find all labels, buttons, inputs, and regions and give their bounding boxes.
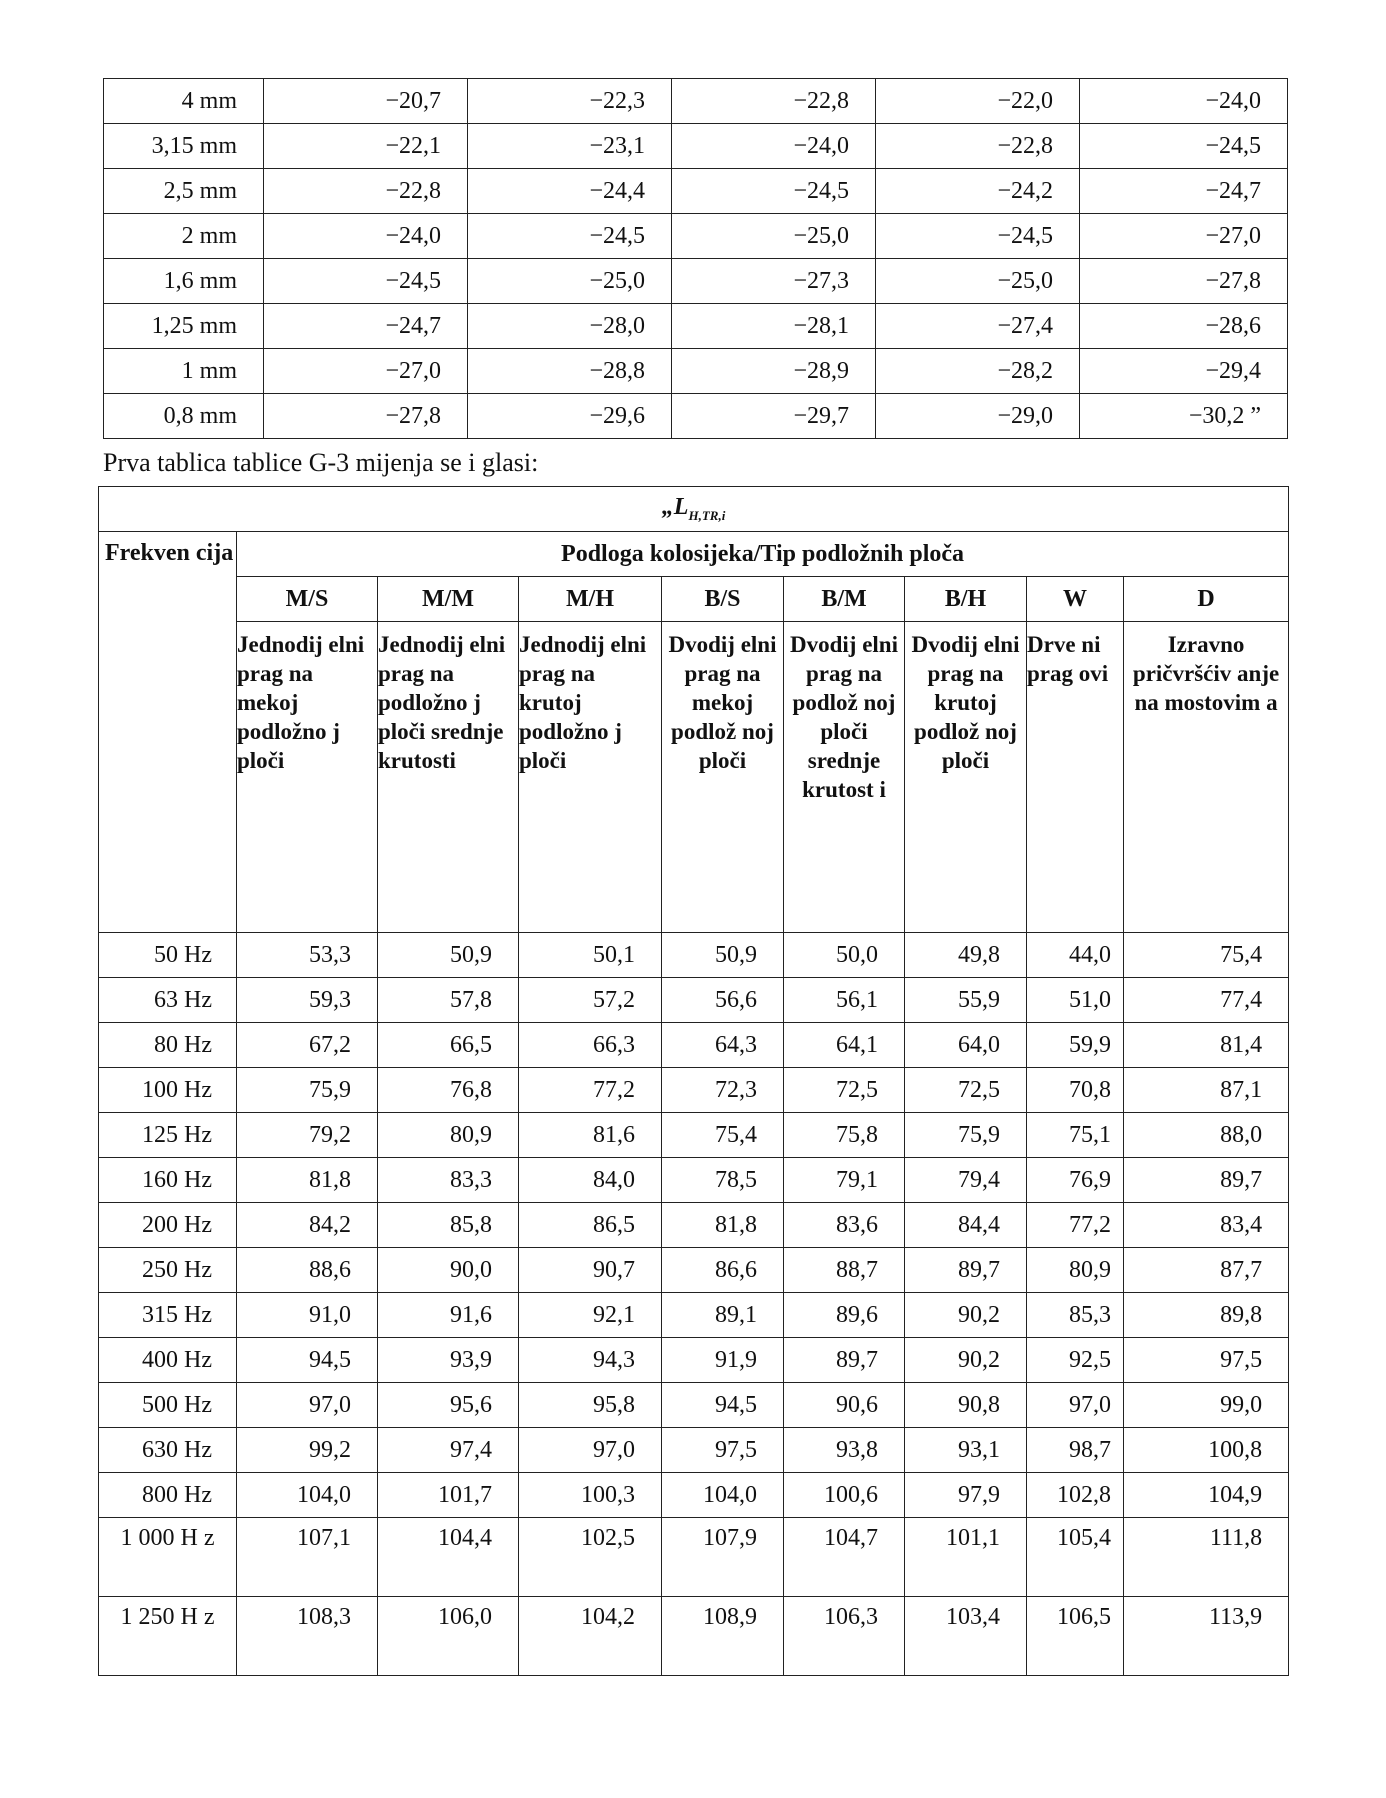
frequency-label: 1 000 H z (99, 1518, 237, 1597)
table-cell: 103,4 (905, 1597, 1027, 1676)
type-description: Drve ni prag ovi (1027, 622, 1124, 933)
table-cell: 101,7 (378, 1473, 519, 1518)
table-cell: 81,8 (237, 1158, 378, 1203)
table-cell: −22,3 (468, 79, 672, 124)
table-cell: 93,9 (378, 1338, 519, 1383)
type-header: M/H (519, 577, 662, 622)
table-cell: 59,9 (1027, 1023, 1124, 1068)
table-row (104, 349, 1288, 394)
table-cell: 99,2 (237, 1428, 378, 1473)
table-cell: 97,9 (905, 1473, 1027, 1518)
table-cell: 108,9 (662, 1597, 784, 1676)
table-cell: 100,3 (519, 1473, 662, 1518)
table-cell: 104,0 (662, 1473, 784, 1518)
type-header: M/S (237, 577, 378, 622)
table-cell: 90,8 (905, 1383, 1027, 1428)
type-header: W (1027, 577, 1124, 622)
table-cell: 94,5 (662, 1383, 784, 1428)
table-cell: 49,8 (905, 933, 1027, 978)
table-cell: 50,0 (784, 933, 905, 978)
frequency-label: 50 Hz (99, 933, 237, 978)
table-cell: 104,4 (378, 1518, 519, 1597)
table-cell: 84,4 (905, 1203, 1027, 1248)
table-cell: 111,8 (1124, 1518, 1289, 1597)
table-cell: 75,9 (905, 1113, 1027, 1158)
table-cell: 79,1 (784, 1158, 905, 1203)
table-cell: −24,5 (672, 169, 876, 214)
table-cell: −22,0 (876, 79, 1080, 124)
table-row (99, 1113, 1289, 1158)
table-cell: 89,1 (662, 1293, 784, 1338)
table-cell: −29,0 (876, 394, 1080, 439)
table-cell: 104,0 (237, 1473, 378, 1518)
table-row (104, 304, 1288, 349)
table-cell: 81,6 (519, 1113, 662, 1158)
row-label: 1 mm (104, 349, 264, 394)
table-row (99, 1068, 1289, 1113)
type-description: Jednodij elni prag na mekoj podložno j ploči (237, 622, 378, 933)
table-cell: −28,1 (672, 304, 876, 349)
table-cell: −27,0 (264, 349, 468, 394)
table-cell: 66,3 (519, 1023, 662, 1068)
table-cell: −25,0 (672, 214, 876, 259)
table-cell: 89,8 (1124, 1293, 1289, 1338)
table-caption: Prva tablica tablice G-3 mijenja se i glasi: (103, 448, 539, 477)
table-cell: 92,1 (519, 1293, 662, 1338)
table-cell: 90,2 (905, 1293, 1027, 1338)
table-cell: 88,0 (1124, 1113, 1289, 1158)
table-cell: 83,3 (378, 1158, 519, 1203)
table-cell: 75,8 (784, 1113, 905, 1158)
table-cell: 94,5 (237, 1338, 378, 1383)
table-cell: 95,6 (378, 1383, 519, 1428)
table-cell: 59,3 (237, 978, 378, 1023)
table-cell: 70,8 (1027, 1068, 1124, 1113)
table-cell: 113,9 (1124, 1597, 1289, 1676)
row-label: 3,15 mm (104, 124, 264, 169)
table-cell: 50,9 (662, 933, 784, 978)
frequency-label: 315 Hz (99, 1293, 237, 1338)
table-cell: 66,5 (378, 1023, 519, 1068)
table-cell: −22,8 (876, 124, 1080, 169)
table-cell: 89,7 (1124, 1158, 1289, 1203)
table-cell: 64,1 (784, 1023, 905, 1068)
table-cell: 78,5 (662, 1158, 784, 1203)
table-cell: 89,6 (784, 1293, 905, 1338)
table-row (99, 1428, 1289, 1473)
table-cell: 83,4 (1124, 1203, 1289, 1248)
table-cell: 75,9 (237, 1068, 378, 1113)
table-cell: 94,3 (519, 1338, 662, 1383)
table-cell: −30,2 ” (1080, 394, 1288, 439)
table-row (99, 1383, 1289, 1428)
table-row (104, 169, 1288, 214)
table-cell: −24,5 (876, 214, 1080, 259)
table-cell: 56,6 (662, 978, 784, 1023)
table-cell: −20,7 (264, 79, 468, 124)
table-row (104, 394, 1288, 439)
table-cell: −23,1 (468, 124, 672, 169)
table-cell: −24,2 (876, 169, 1080, 214)
table-cell: 90,6 (784, 1383, 905, 1428)
table-cell: 50,9 (378, 933, 519, 978)
table-cell: 53,3 (237, 933, 378, 978)
frequency-label: 400 Hz (99, 1338, 237, 1383)
table-cell: 80,9 (378, 1113, 519, 1158)
frequency-label: 100 Hz (99, 1068, 237, 1113)
type-header: D (1124, 577, 1289, 622)
table-cell: 86,5 (519, 1203, 662, 1248)
frequency-label: 160 Hz (99, 1158, 237, 1203)
table-cell: −27,8 (1080, 259, 1288, 304)
type-header: B/M (784, 577, 905, 622)
table-row (99, 978, 1289, 1023)
type-description: Jednodij elni prag na podložno j ploči srednje krutosti (378, 622, 519, 933)
table-cell: −27,8 (264, 394, 468, 439)
table-cell: 77,4 (1124, 978, 1289, 1023)
table-cell: 88,6 (237, 1248, 378, 1293)
table-cell: 89,7 (905, 1248, 1027, 1293)
table-cell: 106,0 (378, 1597, 519, 1676)
table-cell: 80,9 (1027, 1248, 1124, 1293)
table-cell: −24,0 (672, 124, 876, 169)
rail-roughness-table (98, 486, 1289, 1676)
table-cell: −24,4 (468, 169, 672, 214)
table-cell: 91,6 (378, 1293, 519, 1338)
table-cell: 98,7 (1027, 1428, 1124, 1473)
table-cell: 72,3 (662, 1068, 784, 1113)
table-cell: −22,8 (672, 79, 876, 124)
table-cell: 90,2 (905, 1338, 1027, 1383)
table-row (99, 933, 1289, 978)
type-description: Dvodij elni prag na podlož noj ploči srednje krutost i (784, 622, 905, 933)
type-description: Izravno pričvršćiv anje na mostovim a (1124, 622, 1289, 933)
table-row (99, 1597, 1289, 1676)
table-cell: 91,9 (662, 1338, 784, 1383)
table-cell: 95,8 (519, 1383, 662, 1428)
table-cell: 50,1 (519, 933, 662, 978)
table-cell: 104,7 (784, 1518, 905, 1597)
table-cell: −24,7 (264, 304, 468, 349)
table-row (104, 124, 1288, 169)
table-cell: 104,9 (1124, 1473, 1289, 1518)
frequency-label: 800 Hz (99, 1473, 237, 1518)
type-header: B/S (662, 577, 784, 622)
table-cell: 55,9 (905, 978, 1027, 1023)
table-cell: 93,1 (905, 1428, 1027, 1473)
table-cell: 81,4 (1124, 1023, 1289, 1068)
table-row (99, 1473, 1289, 1518)
row-label: 1,6 mm (104, 259, 264, 304)
table-cell: 77,2 (519, 1068, 662, 1113)
table-cell: 56,1 (784, 978, 905, 1023)
table-cell: 75,1 (1027, 1113, 1124, 1158)
table-cell: −24,7 (1080, 169, 1288, 214)
table-cell: 106,3 (784, 1597, 905, 1676)
attenuation-table (103, 78, 1288, 439)
table-cell: 44,0 (1027, 933, 1124, 978)
table-cell: 57,8 (378, 978, 519, 1023)
frequency-label: 200 Hz (99, 1203, 237, 1248)
table-cell: 100,8 (1124, 1428, 1289, 1473)
frequency-label: 125 Hz (99, 1113, 237, 1158)
table-cell: 92,5 (1027, 1338, 1124, 1383)
table-cell: 77,2 (1027, 1203, 1124, 1248)
table-cell: −22,8 (264, 169, 468, 214)
table-cell: −27,4 (876, 304, 1080, 349)
table-cell: 72,5 (784, 1068, 905, 1113)
table-cell: −27,3 (672, 259, 876, 304)
table-cell: 102,5 (519, 1518, 662, 1597)
table-cell: −28,0 (468, 304, 672, 349)
table-cell: 84,0 (519, 1158, 662, 1203)
type-description: Dvodij elni prag na krutoj podlož noj ploči (905, 622, 1027, 933)
table-cell: 85,3 (1027, 1293, 1124, 1338)
table-cell: 108,3 (237, 1597, 378, 1676)
table-cell: 90,7 (519, 1248, 662, 1293)
table-cell: 88,7 (784, 1248, 905, 1293)
table-cell: 90,0 (378, 1248, 519, 1293)
table-cell: 97,5 (662, 1428, 784, 1473)
table-cell: 51,0 (1027, 978, 1124, 1023)
table-row (99, 1023, 1289, 1068)
row-label: 2 mm (104, 214, 264, 259)
table-cell: 79,4 (905, 1158, 1027, 1203)
table-cell: 91,0 (237, 1293, 378, 1338)
table-row (104, 259, 1288, 304)
table-cell: 72,5 (905, 1068, 1027, 1113)
table-cell: 75,4 (662, 1113, 784, 1158)
table-cell: 75,4 (1124, 933, 1289, 978)
table-cell: −24,5 (264, 259, 468, 304)
table-cell: 107,1 (237, 1518, 378, 1597)
table-cell: −25,0 (468, 259, 672, 304)
table-cell: 64,3 (662, 1023, 784, 1068)
table-cell: −29,7 (672, 394, 876, 439)
group-header: Podloga kolosijeka/Tip podložnih ploča (237, 532, 1289, 577)
table-cell: 100,6 (784, 1473, 905, 1518)
table-cell: 97,0 (1027, 1383, 1124, 1428)
frequency-label: 63 Hz (99, 978, 237, 1023)
table-cell: 104,2 (519, 1597, 662, 1676)
row-label: 2,5 mm (104, 169, 264, 214)
table-cell: 85,8 (378, 1203, 519, 1248)
table-cell: −24,5 (1080, 124, 1288, 169)
table-cell: −24,0 (264, 214, 468, 259)
table-cell: −29,6 (468, 394, 672, 439)
table-cell: 93,8 (784, 1428, 905, 1473)
frequency-label: 630 Hz (99, 1428, 237, 1473)
table-cell: 102,8 (1027, 1473, 1124, 1518)
table-cell: 67,2 (237, 1023, 378, 1068)
table-cell: −22,1 (264, 124, 468, 169)
table-cell: 84,2 (237, 1203, 378, 1248)
table-cell: 107,9 (662, 1518, 784, 1597)
table-row (99, 1518, 1289, 1597)
table-cell: 87,1 (1124, 1068, 1289, 1113)
table-row (99, 1293, 1289, 1338)
row-label: 4 mm (104, 79, 264, 124)
frequency-label: 80 Hz (99, 1023, 237, 1068)
table-cell: 86,6 (662, 1248, 784, 1293)
table-cell: 105,4 (1027, 1518, 1124, 1597)
table-cell: 76,8 (378, 1068, 519, 1113)
table-cell: −27,0 (1080, 214, 1288, 259)
table-cell: 79,2 (237, 1113, 378, 1158)
table-cell: −28,6 (1080, 304, 1288, 349)
table-cell: −28,9 (672, 349, 876, 394)
table-row (104, 79, 1288, 124)
table-row (104, 214, 1288, 259)
table-cell: 81,8 (662, 1203, 784, 1248)
table-cell: 89,7 (784, 1338, 905, 1383)
type-header: B/H (905, 577, 1027, 622)
type-description: Jednodij elni prag na krutoj podložno j ploči (519, 622, 662, 933)
table-cell: 57,2 (519, 978, 662, 1023)
table-cell: −29,4 (1080, 349, 1288, 394)
table-cell: 99,0 (1124, 1383, 1289, 1428)
table-cell: −24,5 (468, 214, 672, 259)
table-row (99, 1158, 1289, 1203)
frequency-header: Frekven cija (99, 532, 237, 933)
table-cell: −25,0 (876, 259, 1080, 304)
row-label: 0,8 mm (104, 394, 264, 439)
table-cell: 97,0 (519, 1428, 662, 1473)
table-cell: 101,1 (905, 1518, 1027, 1597)
frequency-label: 1 250 H z (99, 1597, 237, 1676)
table-cell: 97,5 (1124, 1338, 1289, 1383)
table-cell: 76,9 (1027, 1158, 1124, 1203)
table-cell: −28,8 (468, 349, 672, 394)
table-cell: 97,4 (378, 1428, 519, 1473)
frequency-label: 500 Hz (99, 1383, 237, 1428)
table-row (99, 1203, 1289, 1248)
type-header: M/M (378, 577, 519, 622)
table-cell: 106,5 (1027, 1597, 1124, 1676)
table-cell: 87,7 (1124, 1248, 1289, 1293)
type-description: Dvodij elni prag na mekoj podlož noj ploči (662, 622, 784, 933)
table-cell: 83,6 (784, 1203, 905, 1248)
table-symbol: $„L_{H,TR,i}$ (99, 487, 1289, 532)
table-cell: 97,0 (237, 1383, 378, 1428)
table-row (99, 1248, 1289, 1293)
row-label: 1,25 mm (104, 304, 264, 349)
table-cell: −24,0 (1080, 79, 1288, 124)
table-row (99, 1338, 1289, 1383)
table-cell: 64,0 (905, 1023, 1027, 1068)
frequency-label: 250 Hz (99, 1248, 237, 1293)
table-cell: −28,2 (876, 349, 1080, 394)
